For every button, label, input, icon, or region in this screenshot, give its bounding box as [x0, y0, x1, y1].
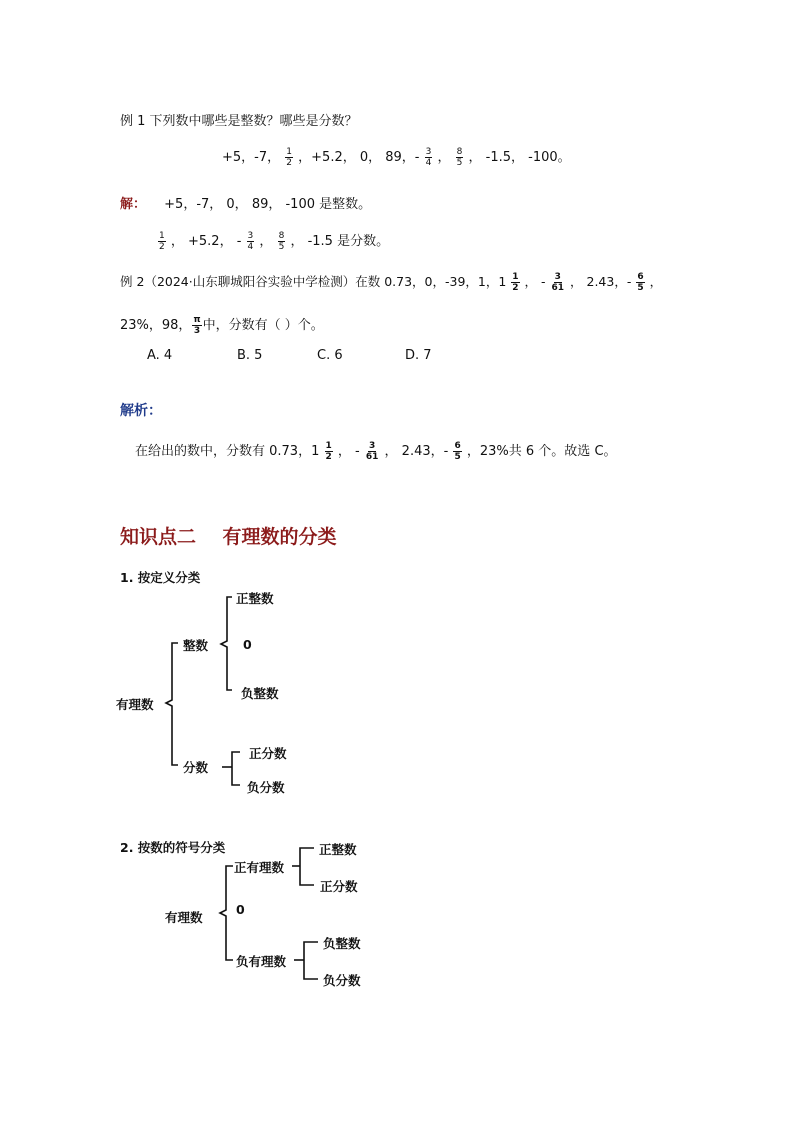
tree-2-positive-integer: 正整数 [319, 842, 357, 857]
tree-1-root: 有理数 [116, 697, 154, 712]
analysis-label: 解析： [120, 403, 162, 419]
fraction-one-half: $\frac{1}{2}$ [512, 272, 519, 293]
section-heading: 知识点二 有理数的分类 [120, 526, 337, 548]
tree-2-negative-integer: 负整数 [323, 936, 361, 951]
fraction-six-fifths: $\frac{6}{5}$ [454, 441, 461, 462]
number-text: ，+5.2， 0， 89，- [298, 150, 420, 165]
fraction-three-over-sixty-one: $\frac{3}{61}$ [551, 272, 565, 293]
example-1-text: 下列数中哪些是整数？哪些是分数？ [149, 114, 358, 129]
analysis-text-part: ，23%共 6 个。故选 C。 [466, 444, 617, 459]
tree-2-root: 有理数 [165, 910, 203, 925]
example-2-text: ， [649, 274, 663, 289]
example-1-label: 例 1 [120, 114, 146, 129]
fraction-one-half: $\frac{1}{2}$ [159, 231, 165, 252]
fraction-eight-fifths: $\frac{8}{5}$ [278, 231, 285, 252]
example-2-label: 例 2 [120, 274, 145, 289]
tree-2-positive-fraction: 正分数 [320, 879, 358, 894]
tree-1-positive-integer: 正整数 [236, 591, 274, 606]
brace-positive [300, 848, 314, 885]
tree-2-positive: 正有理数 [234, 860, 285, 875]
number-text: +5，-7， [222, 150, 281, 165]
example-2-text: 23%，98， [120, 318, 192, 333]
fraction-three-quarters: $\frac{3}{4}$ [247, 231, 254, 252]
tree-1-positive-fraction: 正分数 [249, 746, 287, 761]
tree-1-integer: 整数 [183, 638, 209, 653]
solution-text: ， -1.5 是分数。 [290, 234, 390, 249]
number-text: ， [437, 150, 451, 165]
tree-1-fraction: 分数 [183, 760, 209, 775]
option-b: B. 5 [237, 348, 263, 363]
number-text: ， -1.5， -100。 [468, 150, 571, 165]
example-2-text: ， 2.43，- [570, 274, 632, 289]
brace-negative [304, 942, 318, 979]
brace-rational-sign [220, 866, 233, 960]
tree-2-negative-fraction: 负分数 [323, 973, 361, 988]
brace-fraction [232, 752, 240, 785]
tree-2-title: 2. 按数的符号分类 [120, 840, 226, 855]
fraction-three-over-sixty-one: $\frac{3}{61}$ [365, 441, 379, 462]
example-2-text: 中，分数有（ ）个。 [202, 318, 324, 333]
solution-text: +5，-7， 0， 89， -100 是整数。 [164, 197, 372, 212]
fraction-three-quarters: $\frac{3}{4}$ [425, 147, 432, 168]
analysis-text-part: ， 2.43，- [384, 444, 449, 459]
tree-2-zero: 0 [236, 902, 245, 917]
example-2-text: （2024·山东聊城阳谷实验中学检测）在数 0.73，0，-39，1，1 [144, 274, 507, 289]
fraction-six-fifths: $\frac{6}{5}$ [637, 272, 644, 293]
fraction-pi-thirds: $\frac{\pi}{3}$ [193, 315, 201, 336]
solution-text: ， +5.2， - [170, 234, 242, 249]
brace-rational-root [166, 643, 178, 765]
option-a: A. 4 [147, 348, 173, 363]
fraction-one-half: $\frac{1}{2}$ [325, 441, 332, 462]
solution-text: ， [259, 234, 273, 249]
option-d: D. 7 [405, 348, 432, 363]
fraction-one-half: $\frac{1}{2}$ [286, 147, 293, 168]
tree-2-negative: 负有理数 [236, 954, 287, 969]
tree-1-negative-integer: 负整数 [241, 686, 279, 701]
tree-1-title: 1. 按定义分类 [120, 570, 201, 585]
tree-1-negative-fraction: 负分数 [247, 780, 285, 795]
option-c: C. 6 [317, 348, 343, 363]
analysis-text-part: 在给出的数中，分数有 0.73，1 [135, 444, 320, 459]
brace-integer [221, 597, 232, 690]
example-2-text: ， - [524, 274, 546, 289]
solution-label: 解： [120, 197, 147, 212]
fraction-eight-fifths: $\frac{8}{5}$ [456, 147, 463, 168]
tree-1-zero: 0 [243, 637, 252, 652]
analysis-text-part: ， - [337, 444, 360, 459]
